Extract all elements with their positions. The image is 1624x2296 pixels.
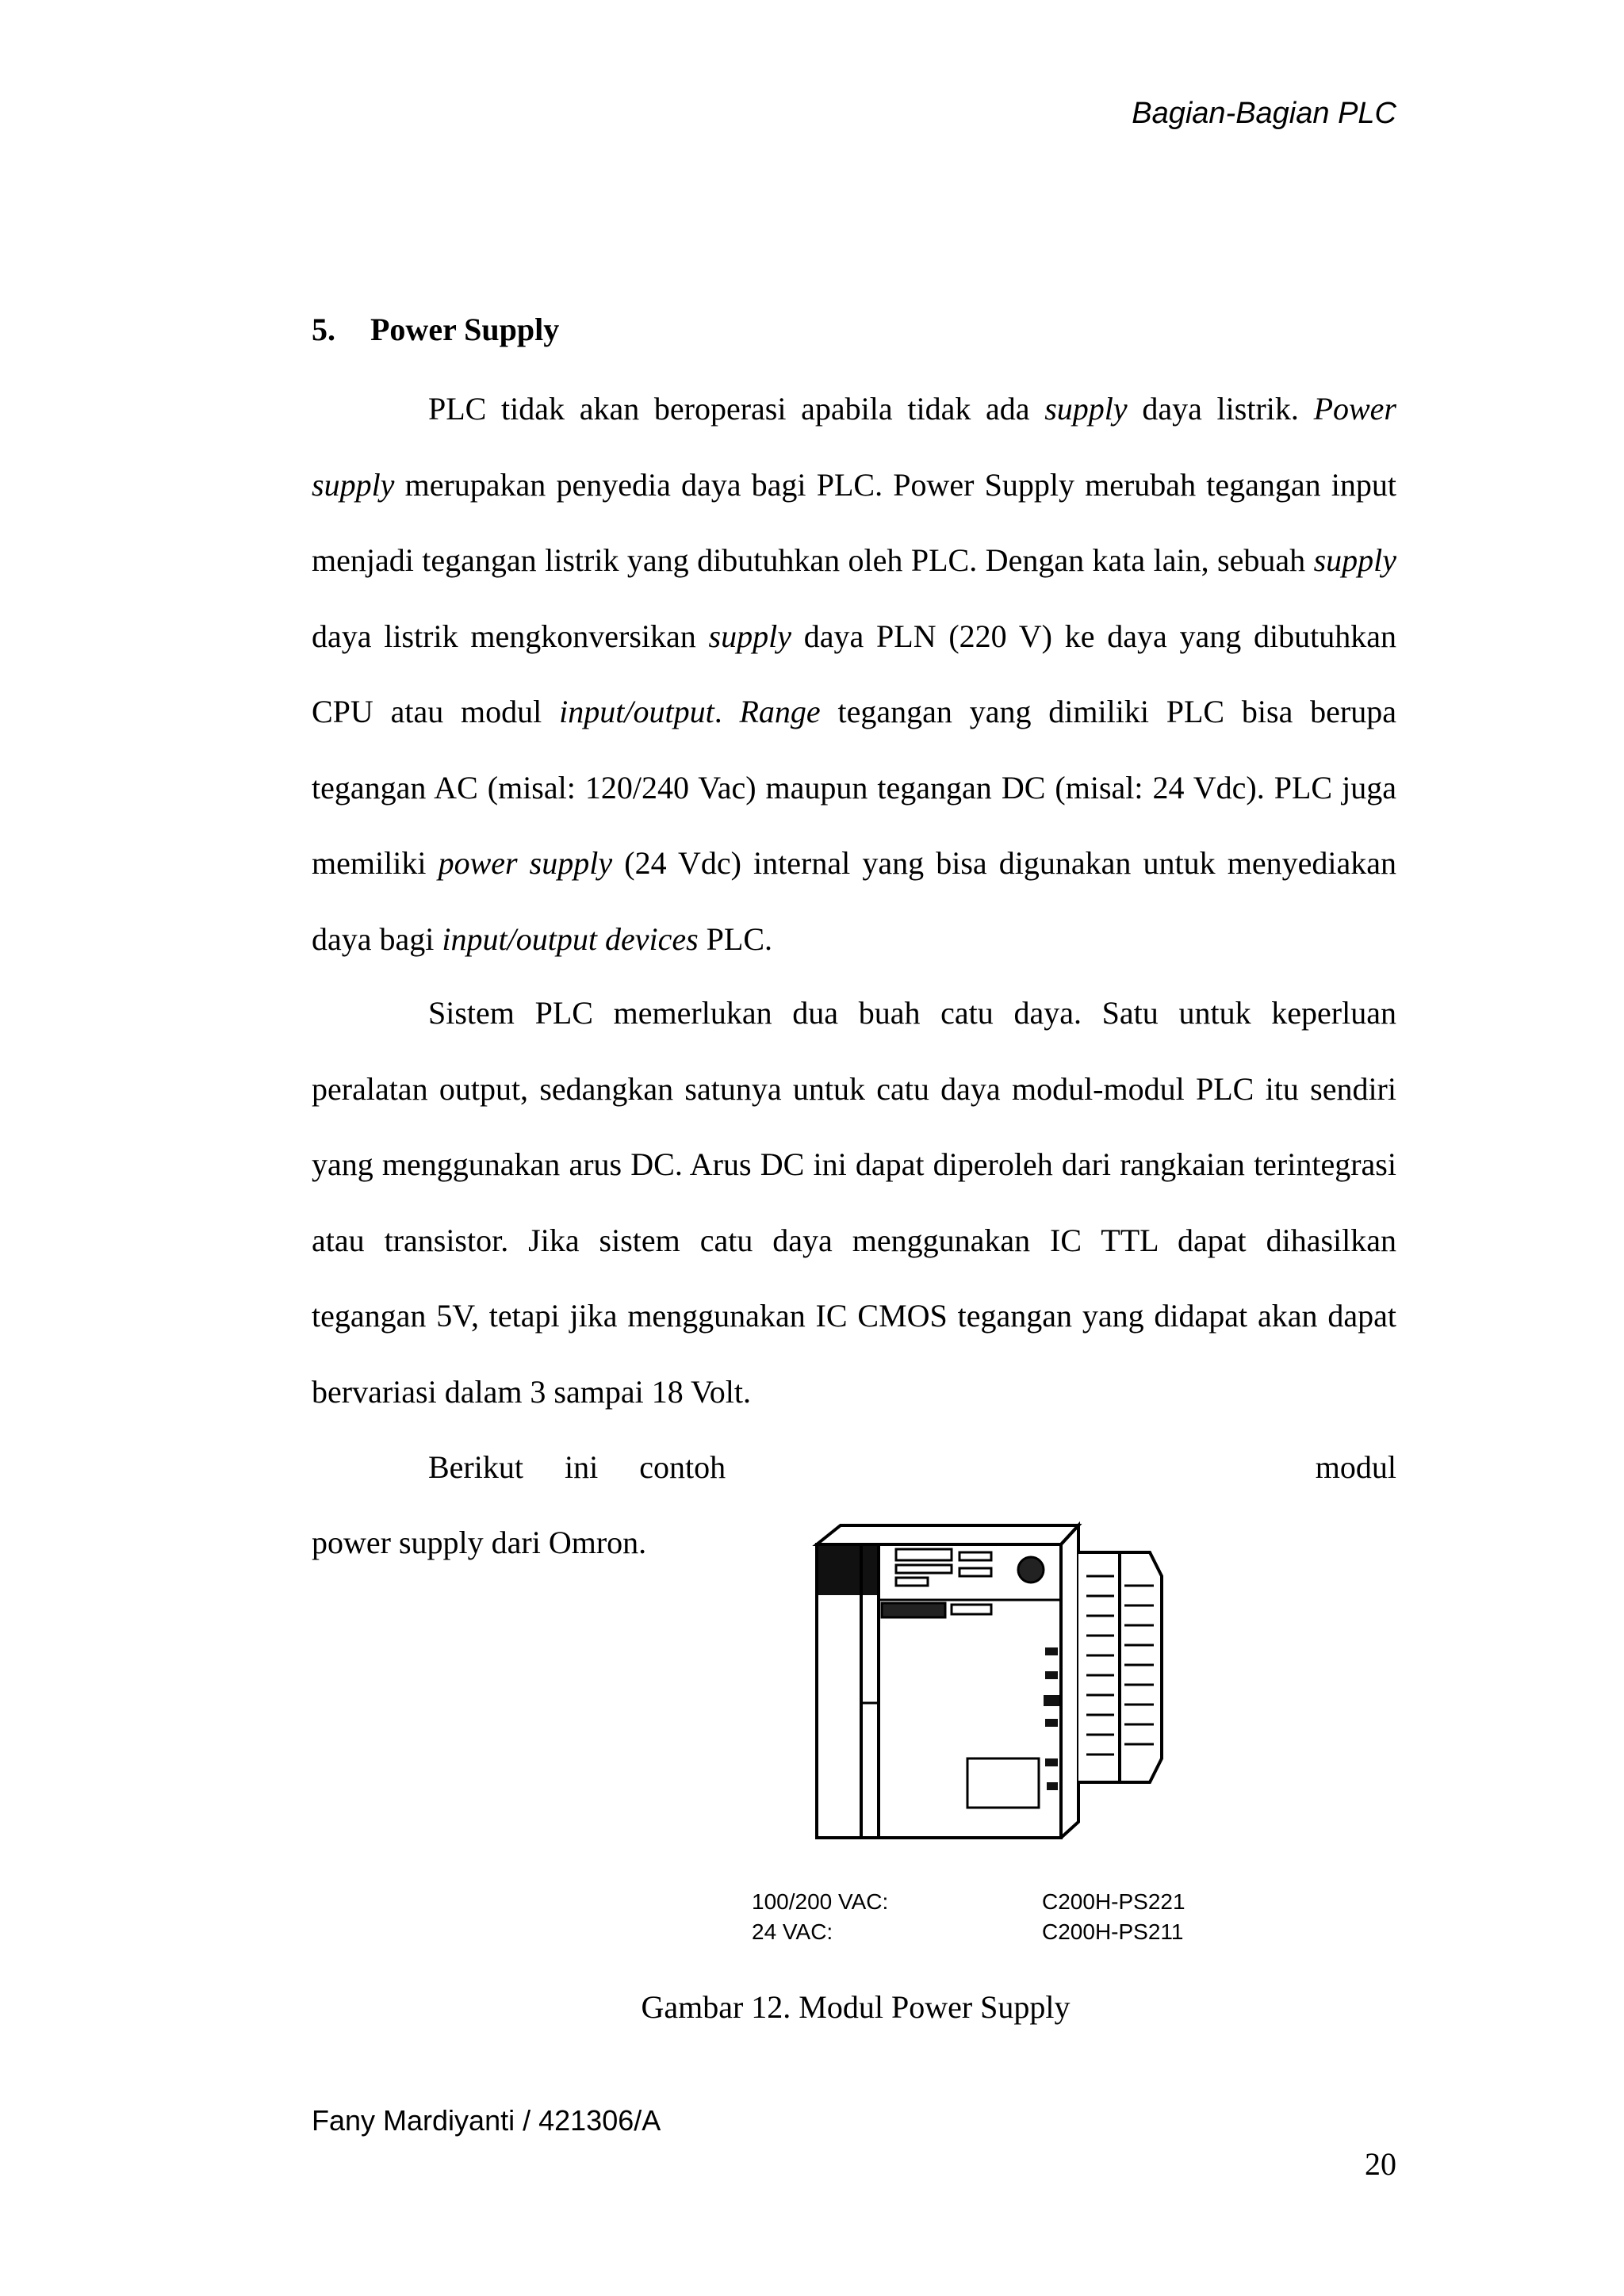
paragraph-example-line2: power supply dari Omron.: [312, 1525, 647, 1560]
footer-author: Fany Mardiyanti / 421306/A: [312, 2104, 661, 2137]
figure-caption: Gambar 12. Modul Power Supply: [641, 1989, 1071, 2025]
section-heading: [312, 311, 559, 348]
running-header: Bagian-Bagian PLC: [1132, 97, 1396, 130]
spec-row: 24 VAC: C200H-PS211: [752, 1919, 1184, 1944]
paragraph-catu-daya: Sistem PLC memerlukan dua buah catu daya. Satu untuk keperluan peralatan output, sedangkan satunya untuk catu daya modul-modul PLC itu sendiri yang menggunakan arus DC. Arus DC ini dapat diperoleh dari rangkaian terintegrasi atau transistor. Jika sistem catu daya menggunakan IC TTL dapat dihasilkan tegangan 5V, tetapi jika menggunakan IC CMOS tegangan yang didapat akan dapat bervariasi dalam 3 sampai 18 Volt.: [312, 995, 1396, 1410]
power-supply-spec-table: [752, 1887, 1204, 1947]
section-title: Power Supply: [370, 312, 560, 347]
paragraph-power-supply-intro: PLC tidak akan beroperasi apabila tidak ada supply daya listrik. Power supply merupakan penyedia daya bagi PLC. Power Supply merubah tegangan input menjadi tegangan listrik yang dibutuhkan oleh PLC. Dengan kata lain, sebuah supply daya listrik mengkonversikan supply daya PLN (220 V) ke daya yang dibutuhkan CPU atau modul input/output. Range tegangan yang dimiliki PLC bisa berupa tegangan AC (misal: 120/240 Vac) maupun tegangan DC (misal: 24 Vdc). PLC juga memiliki power supply (24 Vdc) internal yang bisa digunakan untuk menyediakan daya bagi input/output devices PLC.: [312, 391, 1397, 957]
spec-row: 100/200 VAC: C200H-PS221: [752, 1889, 1185, 1914]
paragraph-example-line1: Berikut ini contoh modul: [428, 1449, 1396, 1485]
page-number: 20: [1365, 2146, 1396, 2182]
power-supply-module-illustration: [809, 1521, 1189, 1846]
section-number: 5.: [312, 312, 335, 347]
